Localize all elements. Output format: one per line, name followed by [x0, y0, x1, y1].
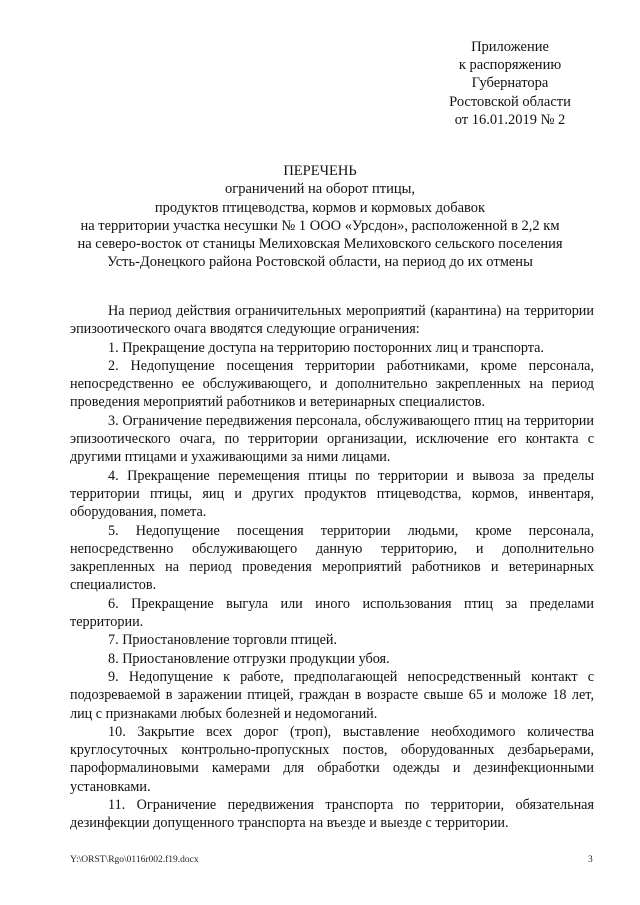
- list-item: 5. Недопущение посещения территории людьми, кроме персонала, непосредственно обслуживающего данную территорию, и дополнительно закрепленных на период проведения мероприятий работников и ветеринарных специалистов.: [70, 522, 594, 594]
- list-item: 3. Ограничение передвижения персонала, обслуживающего птиц на территории эпизоотического очага, по территории организации, исключение его контакта с другими птицами и ухаживающими за ними лицами.: [70, 412, 594, 466]
- list-item: 9. Недопущение к работе, предполагающей непосредственный контакт с подозреваемой в заражении птицей, граждан в возрасте свыше 65 и моложе 18 лет, лиц с признаками любых болезней и недомоганий.: [70, 668, 594, 722]
- appendix-line: Губернатора: [471, 75, 549, 92]
- footer-file-path: Y:\ORST\Rgo\0116r002.f19.docx: [70, 855, 199, 865]
- restrictions-list: [70, 302, 594, 833]
- list-item: 8. Приостановление отгрузки продукции убоя.: [108, 650, 390, 667]
- intro-paragraph: На период действия ограничительных мероприятий (карантина) на территории эпизоотического очага вводятся следующие ограничения:: [70, 303, 594, 338]
- appendix-line: к распоряжению: [458, 57, 562, 74]
- list-item: 11. Ограничение передвижения транспорта по территории, обязательная дезинфекции допущенного транспорта на въезде и выезде с территории.: [70, 797, 594, 832]
- appendix-line: Приложение: [471, 39, 549, 55]
- title-heading: ПЕРЕЧЕНЬ: [283, 163, 357, 179]
- list-item: 4. Прекращение перемещения птицы по территории и вывоза за пределы территории птицы, яиц и других продуктов птицеводства, кормов, инвентаря, оборудования, помета.: [70, 467, 594, 521]
- list-item: 6. Прекращение выгула или иного использования птиц за пределами территории.: [70, 595, 594, 631]
- list-item: 10. Закрытие всех дорог (троп), выставление необходимого количества круглосуточных контрольно-пропускных постов, оборудованных дезбарьерами, пароформалиновыми камерами для обработки одежды и дезинфекционными установками.: [70, 723, 594, 795]
- list-item: 2. Недопущение посещения территории работниками, кроме персонала, непосредственно ее обслуживающего, и дополнительно закрепленных на период проведения мероприятий работников и ветеринарных специалистов.: [70, 357, 594, 411]
- title-line: продуктов птицеводства, кормов и кормовых добавок: [154, 199, 486, 216]
- list-item: 1. Прекращение доступа на территорию посторонних лиц и транспорта.: [108, 339, 544, 356]
- appendix-header: [430, 38, 590, 129]
- title-line: ограничений на оборот птицы,: [225, 181, 415, 198]
- list-item: 7. Приостановление торговли птицей.: [108, 632, 338, 649]
- page-number: 3: [588, 855, 593, 865]
- document-title: [40, 162, 600, 272]
- title-line: Усть-Донецкого района Ростовской области, на период до их отмены: [107, 254, 533, 271]
- appendix-line: Ростовской области: [449, 93, 571, 110]
- title-line: на территории участка несушки № 1 ООО «Урсдон», расположенной в 2,2 км: [80, 217, 560, 234]
- appendix-date-line: от 16.01.2019 № 2: [454, 111, 566, 128]
- title-line: на северо-восток от станицы Мелиховская Мелиховского сельского поселения: [77, 236, 563, 253]
